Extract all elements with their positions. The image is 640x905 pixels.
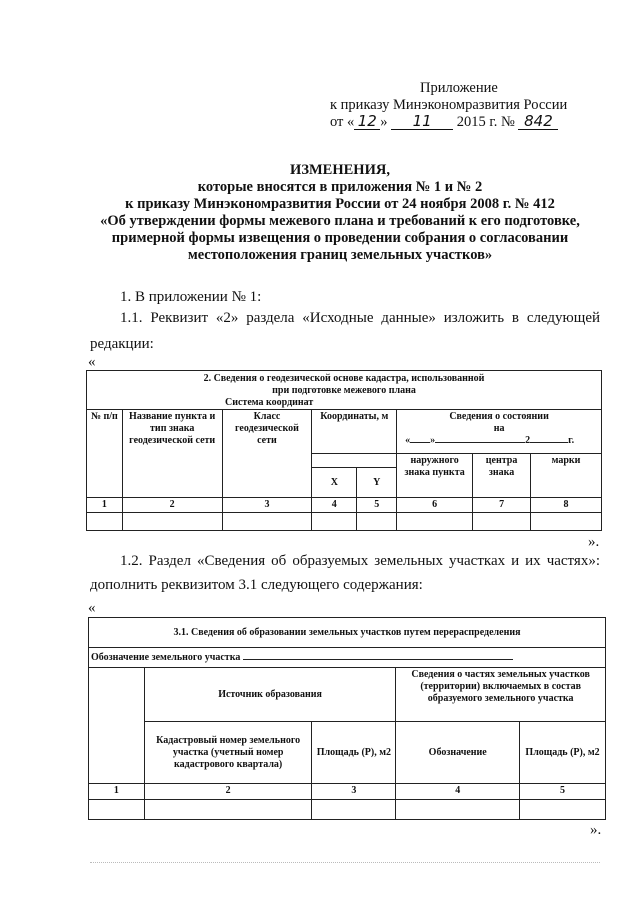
sub-y: Y [357, 468, 397, 498]
handwritten-month: 11 [391, 114, 453, 130]
table1-num: 4 [312, 498, 357, 513]
geodetic-basis-table [86, 370, 602, 531]
table2-num: 4 [396, 784, 520, 800]
col-source: Источник образования [144, 668, 396, 722]
col-number: № п/п [87, 410, 123, 498]
handwritten-day: 12 [354, 114, 380, 130]
table1-num: 7 [473, 498, 531, 513]
table2-num: 3 [312, 784, 396, 800]
paragraph-1-2: 1.2. Раздел «Сведения об образуемых земельных участках и их частях»: [120, 553, 600, 569]
sub-marks: марки [531, 454, 602, 498]
sub-center-sign: центра знака [473, 454, 531, 498]
header-line1: Приложение [420, 80, 498, 96]
paragraph-1-1-cont: редакции: [90, 336, 154, 352]
scan-artifact-line [90, 862, 600, 863]
coordinate-system: Система координат [225, 397, 314, 408]
state-date: « » 2 г. [405, 435, 575, 446]
close-quote-1: ». [588, 534, 600, 550]
table1-num: 6 [397, 498, 473, 513]
designation-row: Обозначение земельного участка [89, 648, 606, 668]
col-cadastral-number: Кадастровый номер земельного участка (учетный номер кадастрового квартала) [144, 722, 312, 784]
table2-num: 2 [144, 784, 312, 800]
col-area-1: Площадь (Р), м2 [312, 722, 396, 784]
table2-num: 5 [520, 784, 606, 800]
table1-num: 2 [122, 498, 222, 513]
table1-num: 8 [531, 498, 602, 513]
col-parts-info: Сведения о частях земельных участков (территории) включаемых в состав образуемого земельного участка [396, 668, 606, 722]
approval-header [330, 80, 600, 131]
open-quote-1: « [88, 354, 96, 370]
col-state: Сведения о состоянии на « » 2 г. [397, 410, 602, 454]
table1-title: 2. Сведения о геодезической основе кадастра, использованной при подготовке межевого плана Система координат [87, 371, 602, 410]
table2-title: 3.1. Сведения об образовании земельных участков путем перераспределения [89, 618, 606, 648]
paragraph-1: 1. В приложении № 1: [120, 289, 262, 305]
handwritten-number: 842 [518, 114, 558, 130]
col-designation-2: Обозначение [396, 722, 520, 784]
header-line2: к приказу Минэкономразвития России [330, 97, 568, 113]
table1-num: 5 [357, 498, 397, 513]
table1-num: 1 [87, 498, 123, 513]
redistribution-table [88, 617, 606, 820]
header-date-line: от « 12 » 11 2015 г. № 842 [330, 114, 600, 131]
table1-num: 3 [222, 498, 312, 513]
col-point-name: Название пункта и тип знака геодезической сети [122, 410, 222, 498]
sub-outer-sign: наружного знака пункта [397, 454, 473, 498]
col-coordinates: Координаты, м [312, 410, 397, 454]
col-network-class: Класс геодезической сети [222, 410, 312, 498]
table2-empty-cell [89, 800, 145, 820]
table1-empty-cell [87, 513, 123, 531]
close-quote-2: ». [590, 822, 602, 838]
table2-num: 1 [89, 784, 145, 800]
sub-x: X [312, 468, 357, 498]
document-title: ИЗМЕНЕНИЯ, которые вносятся в приложения № 1 и № 2 к приказу Минэкономразвития России от 24 ноября 2008 г. № 412 «Об утверждении формы межевого плана и требований к его подготовке, примерной формы извещения о проведении собрания о согласовании местоположения границ земельных участков» [100, 162, 580, 263]
paragraph-1-1: 1.1. Реквизит «2» раздела «Исходные данные» изложить в следующей [120, 310, 600, 326]
paragraph-1-2-cont: дополнить реквизитом 3.1 следующего содержания: [90, 577, 423, 593]
col-area-2: Площадь (Р), м2 [520, 722, 606, 784]
open-quote-2: « [88, 600, 96, 616]
